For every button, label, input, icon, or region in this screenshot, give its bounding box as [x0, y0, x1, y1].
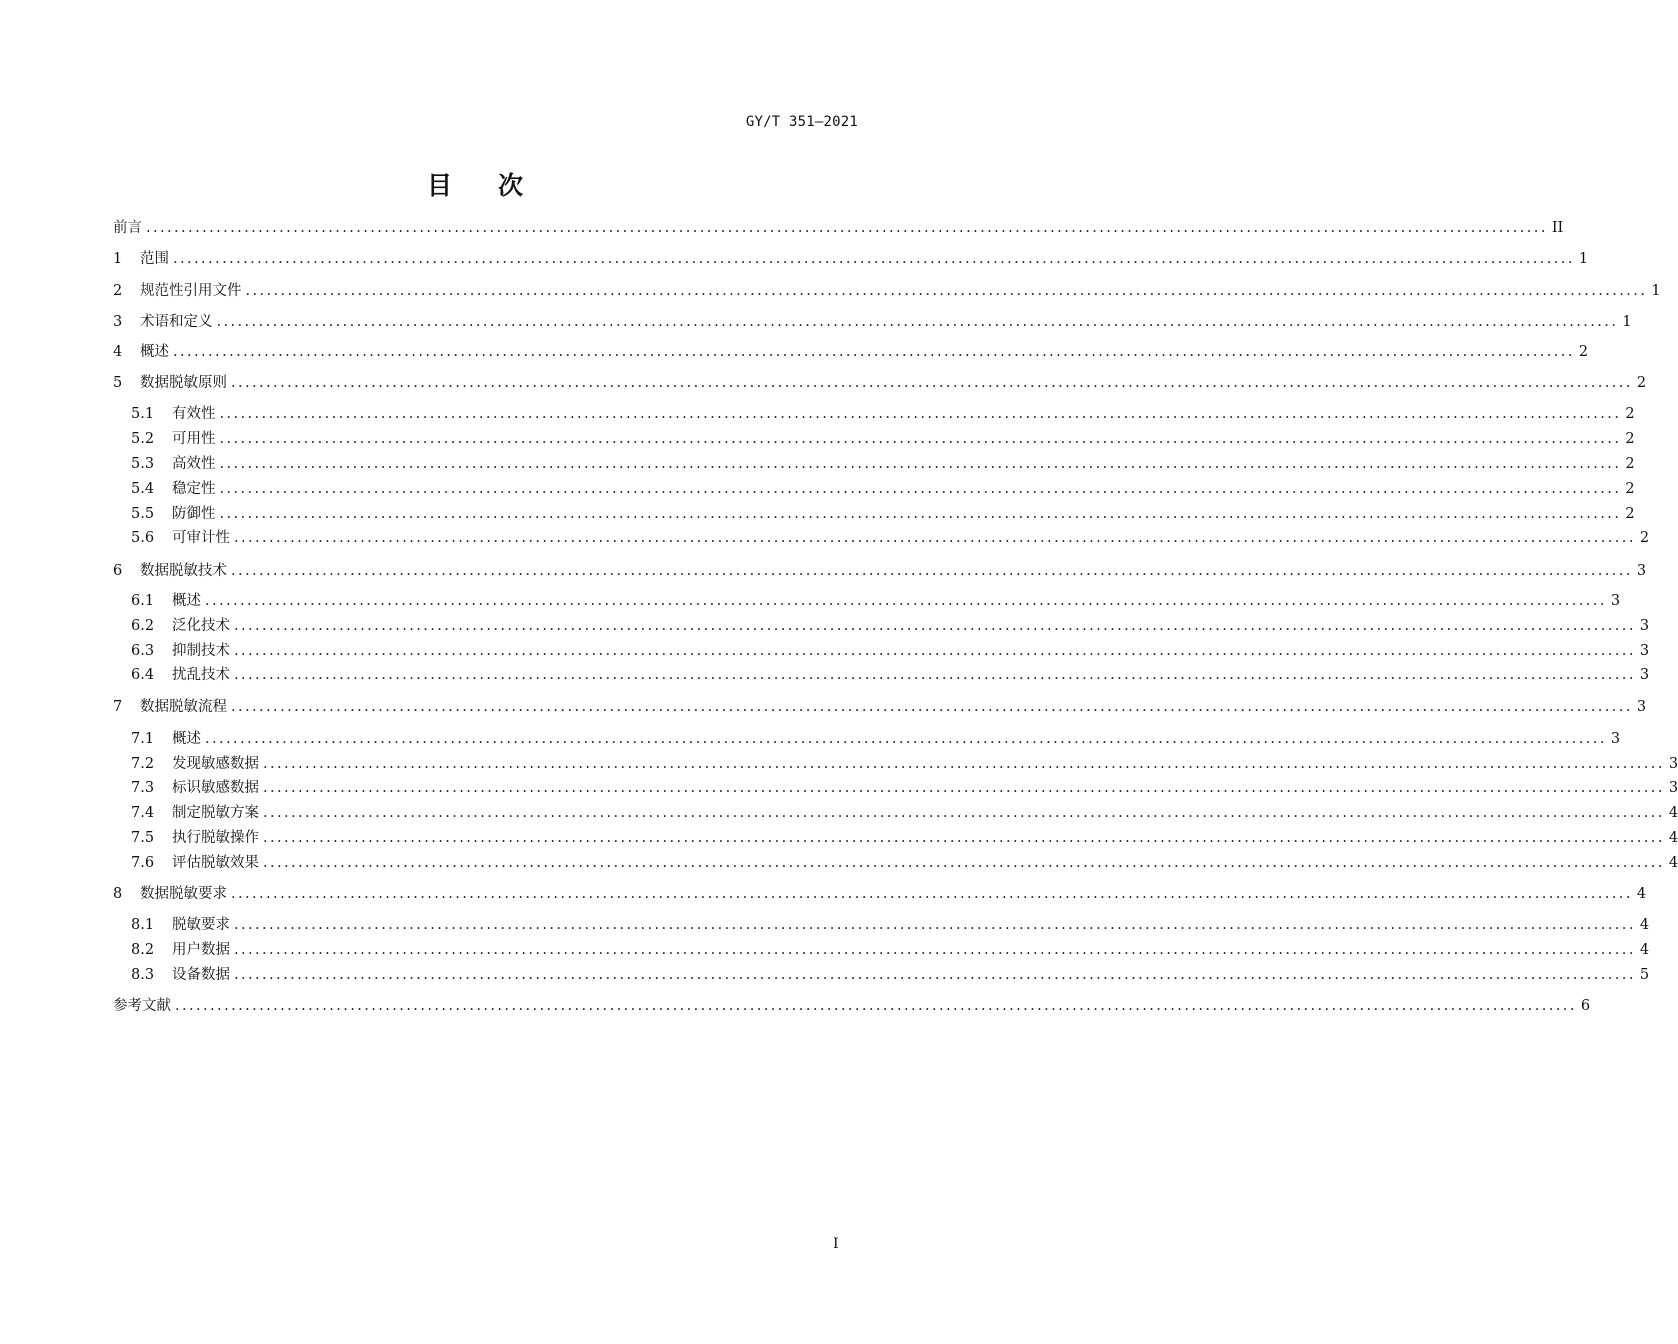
toc-entry-page: 4 [1668, 805, 1678, 821]
toc-entry-number: 7.4 [131, 805, 155, 821]
toc-entry-page: 3 [1668, 780, 1678, 796]
dot-leader: ........................................................................................................................................................................................................ [263, 805, 1665, 821]
toc-entry-label: 可审计性 [172, 530, 230, 546]
dot-leader: ........................................................................................................................................................................................................ [234, 618, 1636, 634]
toc-entry-page: 2 [1636, 375, 1647, 391]
dot-leader: ........................................................................................................................................................................................................ [205, 593, 1607, 609]
toc-entry-label: 泛化技术 [172, 618, 230, 634]
toc-entry-7-3[interactable] [131, 778, 1678, 798]
toc-entry-8-1[interactable] [131, 915, 1650, 935]
toc-entry-page: 2 [1639, 530, 1650, 546]
toc-entry-number: 5 [113, 375, 123, 391]
toc-entry-label: 概述 [172, 731, 201, 747]
toc-entry-number: 6.2 [131, 618, 155, 634]
toc-entry-8[interactable] [113, 884, 1647, 904]
dot-leader: ........................................................................................................................................................................................................ [219, 431, 1622, 447]
toc-entry-label: 参考文献 [113, 998, 171, 1014]
toc-entry-label: 制定脱敏方案 [172, 805, 259, 821]
toc-entry-label: 规范性引用文件 [140, 283, 242, 299]
toc-entry-number: 7.3 [131, 780, 155, 796]
dot-leader: ........................................................................................................................................................................................................ [173, 251, 1575, 267]
toc-title [0, 166, 950, 202]
toc-entry-label: 防御性 [172, 506, 216, 522]
dot-leader: ........................................................................................................................................................................................................ [245, 283, 1648, 299]
dot-leader: ........................................................................................................................................................................................................ [263, 855, 1665, 871]
toc-entry-7-1[interactable] [131, 729, 1621, 749]
toc-entry-label: 脱敏要求 [172, 917, 230, 933]
toc-entry-label: 评估脱敏效果 [172, 855, 259, 871]
toc-entry-number: 4 [113, 344, 123, 360]
toc-entry-label: 数据脱敏要求 [140, 886, 227, 902]
toc-entry-label: 有效性 [172, 406, 216, 422]
toc-entry-page: 3 [1639, 667, 1650, 683]
toc-entry-page: 2 [1625, 406, 1635, 422]
toc-entry-number: 5.2 [131, 431, 155, 447]
toc-entry-page: 3 [1668, 756, 1678, 772]
toc-entry-1[interactable] [113, 249, 1589, 269]
toc-entry-page: 2 [1625, 456, 1635, 472]
toc-entry-page: 4 [1668, 830, 1678, 846]
toc-entry-number: 8.1 [131, 917, 155, 933]
toc-entry-label: 设备数据 [172, 967, 230, 983]
dot-leader: ........................................................................................................................................................................................................ [263, 756, 1665, 772]
toc-entry-5-6[interactable] [131, 528, 1650, 548]
toc-entry-page: 5 [1639, 967, 1650, 983]
toc-entry-page: 2 [1625, 506, 1635, 522]
toc-entry-7-5[interactable] [131, 828, 1678, 848]
toc-entry-page: 4 [1639, 942, 1650, 958]
toc-entry-2[interactable] [113, 281, 1661, 301]
toc-entry-page: 4 [1639, 917, 1650, 933]
toc-entry-page: 2 [1578, 344, 1589, 360]
toc-entry-number: 5.4 [131, 481, 155, 497]
toc-entry-label: 用户数据 [172, 942, 230, 958]
toc-entry-label: 前言 [113, 220, 142, 236]
dot-leader: ........................................................................................................................................................................................................ [219, 481, 1622, 497]
toc-entry-label: 数据脱敏技术 [140, 563, 227, 579]
toc-entry-label: 标识敏感数据 [172, 780, 259, 796]
toc-entry-number: 8.2 [131, 942, 155, 958]
toc-entry-number: 6 [113, 563, 123, 579]
toc-entry-number: 7.5 [131, 830, 155, 846]
dot-leader: ........................................................................................................................................................................................................ [219, 456, 1622, 472]
toc-entry-6-3[interactable] [131, 641, 1650, 661]
toc-entry-number: 7.6 [131, 855, 155, 871]
toc-entry-number: 5.1 [131, 406, 155, 422]
toc-entry-number: 3 [113, 314, 123, 330]
dot-leader: ........................................................................................................................................................................................................ [173, 344, 1575, 360]
toc-title-left: 目 [426, 171, 452, 200]
dot-leader: ........................................................................................................................................................................................................ [175, 998, 1577, 1014]
toc-entry-number: 7.2 [131, 756, 155, 772]
toc-entry-number: 6.4 [131, 667, 155, 683]
dot-leader: ........................................................................................................................................................................................................ [234, 917, 1636, 933]
dot-leader: ........................................................................................................................................................................................................ [231, 886, 1633, 902]
toc-entry-5-1[interactable] [131, 404, 1635, 424]
toc-entry-page: 6 [1580, 998, 1591, 1014]
toc-entry-5-2[interactable] [131, 429, 1635, 449]
dot-leader: ........................................................................................................................................................................................................ [231, 375, 1633, 391]
toc-entry-number: 6.1 [131, 593, 155, 609]
toc-entry-page: 1 [1622, 314, 1632, 330]
dot-leader: ........................................................................................................................................................................................................ [216, 314, 1619, 330]
toc-entry-number: 7.1 [131, 731, 155, 747]
toc-entry-8-2[interactable] [131, 940, 1650, 960]
toc-entry-6-2[interactable] [131, 616, 1650, 636]
toc-entry-7-2[interactable] [131, 754, 1678, 774]
dot-leader: ........................................................................................................................................................................................................ [231, 699, 1633, 715]
toc-entry-page: 3 [1636, 699, 1647, 715]
toc-entry-label: 发现敏感数据 [172, 756, 259, 772]
toc-entry-page: 2 [1625, 481, 1635, 497]
toc-entry-label: 扰乱技术 [172, 667, 230, 683]
dot-leader: ........................................................................................................................................................................................................ [231, 563, 1633, 579]
toc-entry-page: 4 [1636, 886, 1647, 902]
toc-entry-page: 3 [1610, 593, 1621, 609]
toc-entry-4[interactable] [113, 342, 1589, 362]
toc-entry-page: 3 [1636, 563, 1647, 579]
toc-entry-6-4[interactable] [131, 665, 1650, 685]
toc-entry-number: 8.3 [131, 967, 155, 983]
toc-entry-number: 5.6 [131, 530, 155, 546]
toc-entry-label: 可用性 [172, 431, 216, 447]
toc-entry-page: 3 [1639, 618, 1650, 634]
dot-leader: ........................................................................................................................................................................................................ [219, 506, 1622, 522]
toc-entry-number: 1 [113, 251, 123, 267]
document-code: GY/T 351—2021 [745, 114, 858, 130]
toc-entry-page: 1 [1578, 251, 1589, 267]
toc-entry-label: 数据脱敏原则 [140, 375, 227, 391]
toc-entry-label: 稳定性 [172, 481, 216, 497]
dot-leader: ........................................................................................................................................................................................................ [263, 780, 1665, 796]
toc-entry-7-6[interactable] [131, 853, 1678, 873]
toc-entry-5[interactable] [113, 373, 1647, 393]
toc-entry-5-4[interactable] [131, 479, 1635, 499]
toc-entry-label: 执行脱敏操作 [172, 830, 259, 846]
toc-entry-label: 数据脱敏流程 [140, 699, 227, 715]
toc-entry-label: 概述 [172, 593, 201, 609]
toc-entry-7[interactable] [113, 697, 1647, 717]
toc-entry-label: 概述 [140, 344, 169, 360]
toc-entry-label: 范围 [140, 251, 169, 267]
toc-entry-page: 3 [1610, 731, 1621, 747]
dot-leader: ........................................................................................................................................................................................................ [205, 731, 1607, 747]
toc-entry-number: 5.5 [131, 506, 155, 522]
toc-entry-label: 高效性 [172, 456, 216, 472]
toc-entry-5-3[interactable] [131, 454, 1635, 474]
toc-entry-number: 2 [113, 283, 123, 299]
toc-entry-page: 3 [1639, 643, 1650, 659]
dot-leader: ........................................................................................................................................................................................................ [234, 942, 1636, 958]
toc-title-right: 次 [498, 171, 524, 200]
dot-leader: ........................................................................................................................................................................................................ [234, 530, 1636, 546]
dot-leader: ........................................................................................................................................................................................................ [234, 667, 1636, 683]
toc-entry-6[interactable] [113, 561, 1647, 581]
toc-entry-label: 术语和定义 [140, 314, 213, 330]
toc-entry-7-4[interactable] [131, 803, 1678, 823]
toc-entry-page: 1 [1651, 283, 1661, 299]
toc-entry-number: 7 [113, 699, 123, 715]
dot-leader: ........................................................................................................................................................................................................ [146, 220, 1548, 236]
dot-leader: ........................................................................................................................................................................................................ [234, 967, 1636, 983]
toc-entry-6-1[interactable] [131, 591, 1621, 611]
toc-entry-foreword[interactable] [113, 218, 1564, 238]
toc-entry-3[interactable] [113, 312, 1632, 332]
dot-leader: ........................................................................................................................................................................................................ [234, 643, 1636, 659]
toc-entry-page: 2 [1625, 431, 1635, 447]
toc-entry-5-5[interactable] [131, 504, 1635, 524]
toc-entry-label: 抑制技术 [172, 643, 230, 659]
toc-entry-page: II [1551, 220, 1564, 236]
toc-entry-number: 8 [113, 886, 123, 902]
toc-entry-page: 4 [1668, 855, 1678, 871]
dot-leader: ........................................................................................................................................................................................................ [263, 830, 1665, 846]
toc-entry-bibliography[interactable] [113, 996, 1591, 1016]
toc-entry-number: 6.3 [131, 643, 155, 659]
dot-leader: ........................................................................................................................................................................................................ [219, 406, 1622, 422]
toc-entry-number: 5.3 [131, 456, 155, 472]
toc-entry-8-3[interactable] [131, 965, 1650, 985]
footer-page-number: I [833, 1236, 839, 1252]
